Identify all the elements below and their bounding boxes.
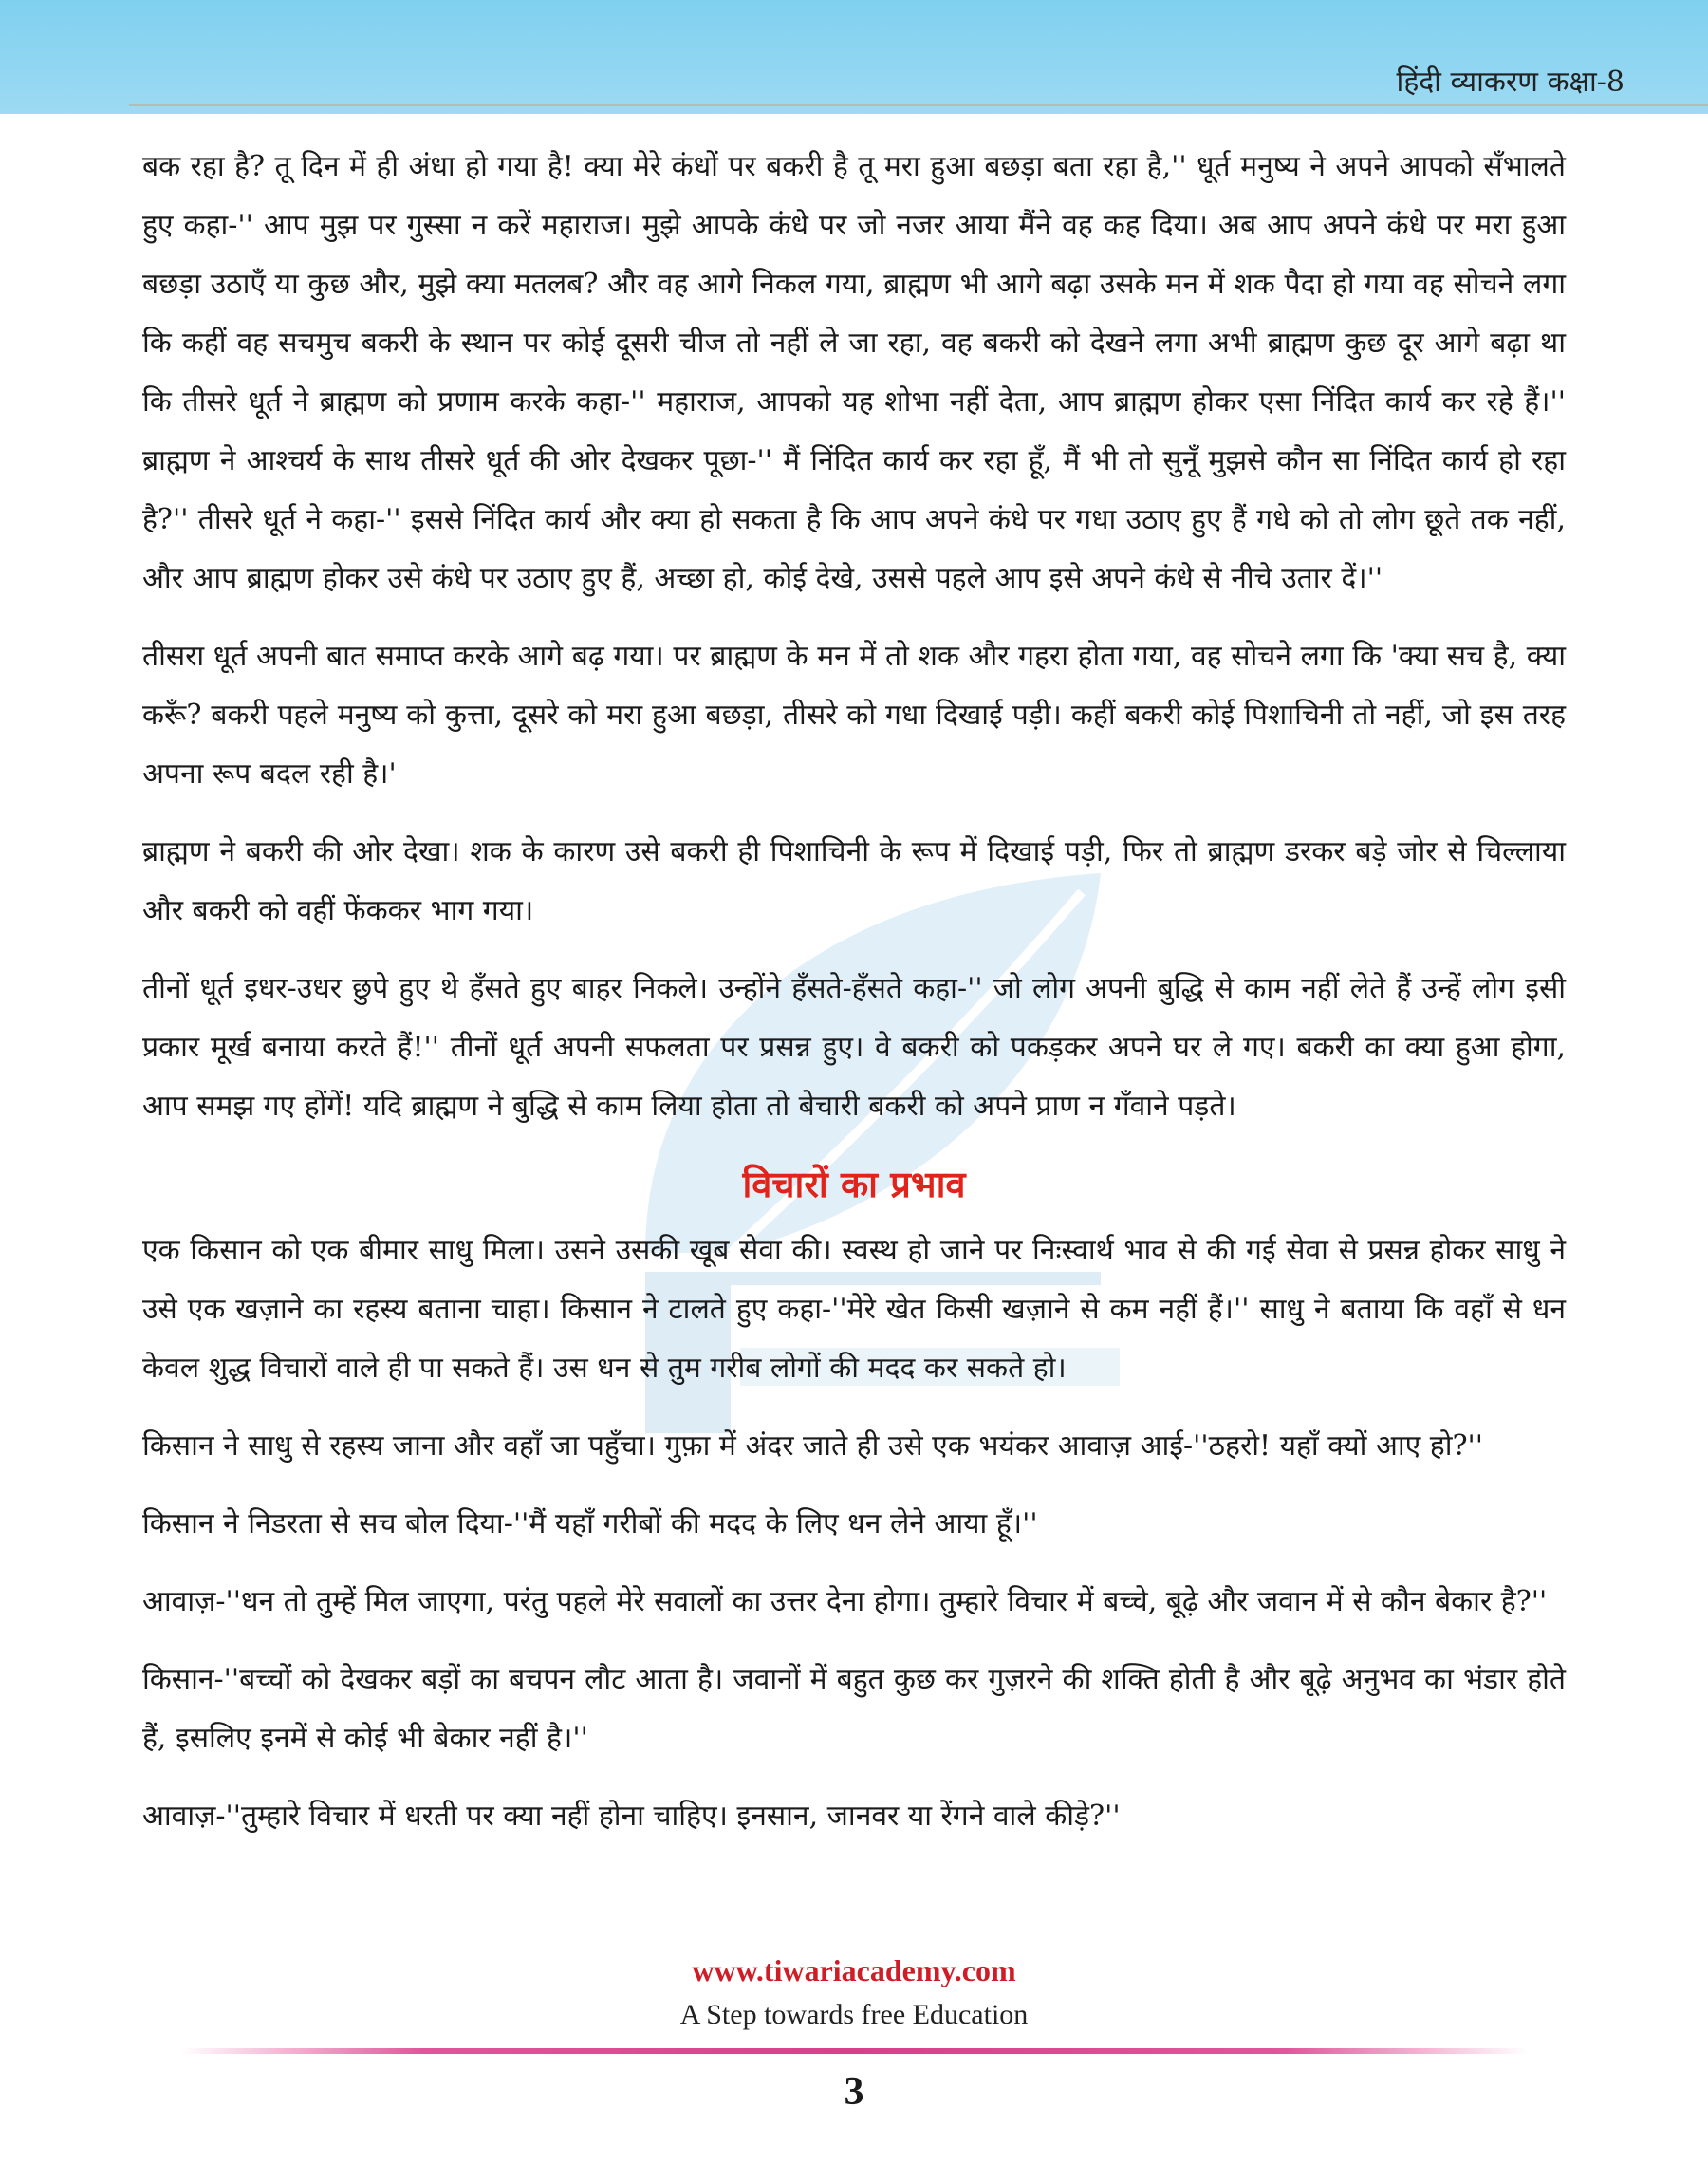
story-paragraph: किसान-''बच्चों को देखकर बड़ों का बचपन लौट आता है। जवानों में बहुत कुछ कर गुज़रने की शक्ति होती है और बूढ़े अनुभव का भंडार होते हैं, इसलिए इनमें से कोई भी बेकार नहीं है।'' — [142, 1663, 1566, 1755]
running-header: हिंदी व्याकरण कक्षा-8 — [1396, 65, 1624, 99]
footer-website-link[interactable]: www.tiwariacademy.com — [692, 1953, 1016, 1987]
header-divider — [129, 104, 1708, 106]
section-heading: विचारों का प्रभाव — [742, 1163, 966, 1205]
story-paragraph: एक किसान को एक बीमार साधु मिला। उसने उसकी खूब सेवा की। स्वस्थ हो जाने पर निःस्वार्थ भाव से की गई सेवा से प्रसन्न होकर साधु ने उसे एक खज़ाने का रहस्य बताना चाहा। किसान ने टालते हुए कहा-''मेरे खेत किसी खज़ाने से कम नहीं हैं।'' साधु ने बताया कि वहाँ से धन केवल शुद्ध विचारों वाले ही पा सकते हैं। उस धन से तुम गरीब लोगों की मदद कर सकते हो। — [142, 1234, 1566, 1385]
story-paragraph: किसान ने निडरता से सच बोल दिया-''मैं यहाँ गरीबों की मदद के लिए धन लेने आया हूँ।'' — [142, 1507, 1038, 1540]
story-paragraph: किसान ने साधु से रहस्य जाना और वहाँ जा पहुँचा। गुफ़ा में अंदर जाते ही उसे एक भयंकर आवाज़ आई-''ठहरो! यहाँ क्यों आए हो?'' — [142, 1429, 1484, 1463]
footer-divider — [180, 2048, 1528, 2054]
story-paragraph: ब्राह्मण ने बकरी की ओर देखा। शक के कारण उसे बकरी ही पिशाचिनी के रूप में दिखाई पड़ी, फिर तो ब्राह्मण डरकर बड़े जोर से चिल्लाया और बकरी को वहीं फेंककर भाग गया। — [142, 835, 1566, 927]
story-paragraph: आवाज़-''तुम्हारे विचार में धरती पर क्या नहीं होना चाहिए। इनसान, जानवर या रेंगने वाले कीड़े?'' — [142, 1800, 1121, 1833]
page-number: 3 — [844, 2070, 864, 2114]
story-paragraph: आवाज़-''धन तो तुम्हें मिल जाएगा, परंतु पहले मेरे सवालों का उत्तर देना होगा। तुम्हारे विचार में बच्चे, बूढ़े और जवान में से कौन बेकार है?'' — [142, 1585, 1548, 1618]
story-paragraph: तीनों धूर्त इधर-उधर छुपे हुए थे हँसते हुए बाहर निकले। उन्होंने हँसते-हँसते कहा-'' जो लोग अपनी बुद्धि से काम नहीं लेते हैं उन्हें लोग इसी प्रकार मूर्ख बनाया करते हैं!'' तीनों धूर्त अपनी सफलता पर प्रसन्न हुए। वे बकरी को पकड़कर अपने घर ले गए। बकरी का क्या हुआ होगा, आप समझ गए होंगें! यदि ब्राह्मण ने बुद्धि से काम लिया होता तो बेचारी बकरी को अपने प्राण न गँवाने पड़ते। — [142, 972, 1566, 1123]
story-paragraph: बक रहा है? तू दिन में ही अंधा हो गया है! क्या मेरे कंधों पर बकरी है तू मरा हुआ बछड़ा बता रहा है,'' धूर्त मनुष्य ने अपने आपको सँभालते हुए कहा-'' आप मुझ पर गुस्सा न करें महाराज। मुझे आपके कंधे पर जो नजर आया मैंने वह कह दिया। अब आप अपने कंधे पर मरा हुआ बछड़ा उठाएँ या कुछ और, मुझे क्या मतलब? और वह आगे निकल गया, ब्राह्मण भी आगे बढ़ा उसके मन में शक पैदा हो गया वह सोचने लगा कि कहीं वह सचमुच बकरी के स्थान पर कोई दूसरी चीज तो नहीं ले जा रहा, वह बकरी को देखने लगा अभी ब्राह्मण कुछ दूर आगे बढ़ा था कि तीसरे धूर्त ने ब्राह्मण को प्रणाम करके कहा-'' महाराज, आपको यह शोभा नहीं देता, आप ब्राह्मण होकर एसा निंदित कार्य कर रहे हैं।'' ब्राह्मण ने आश्चर्य के साथ तीसरे धूर्त की ओर देखकर पूछा-'' मैं निंदित कार्य कर रहा हूँ, मैं भी तो सुनूँ मुझसे कौन सा निंदित कार्य हो रहा है?'' तीसरे धूर्त ने कहा-'' इससे निंदित कार्य और क्या हो सकता है कि आप अपने कंधे पर गधा उठाए हुए हैं गधे को तो लोग छूते तक नहीं, और आप ब्राह्मण होकर उसे कंधे पर उठाए हुए हैं, अच्छा हो, कोई देखे, उससे पहले आप इसे अपने कंधे से नीचे उतार दें।'' — [142, 150, 1566, 595]
footer-tagline: A Step towards free Education — [679, 1999, 1029, 2030]
page-body — [142, 138, 1566, 1865]
story-paragraph: तीसरा धूर्त अपनी बात समाप्त करके आगे बढ़ गया। पर ब्राह्मण के मन में तो शक और गहरा होता गया, वह सोचने लगा कि 'क्या सच है, क्या करूँ? बकरी पहले मनुष्य को कुत्ता, दूसरे को मरा हुआ बछड़ा, तीसरे को गधा दिखाई पड़ी। कहीं बकरी कोई पिशाचिनी तो नहीं, जो इस तरह अपना रूप बदल रही है।' — [142, 640, 1566, 791]
